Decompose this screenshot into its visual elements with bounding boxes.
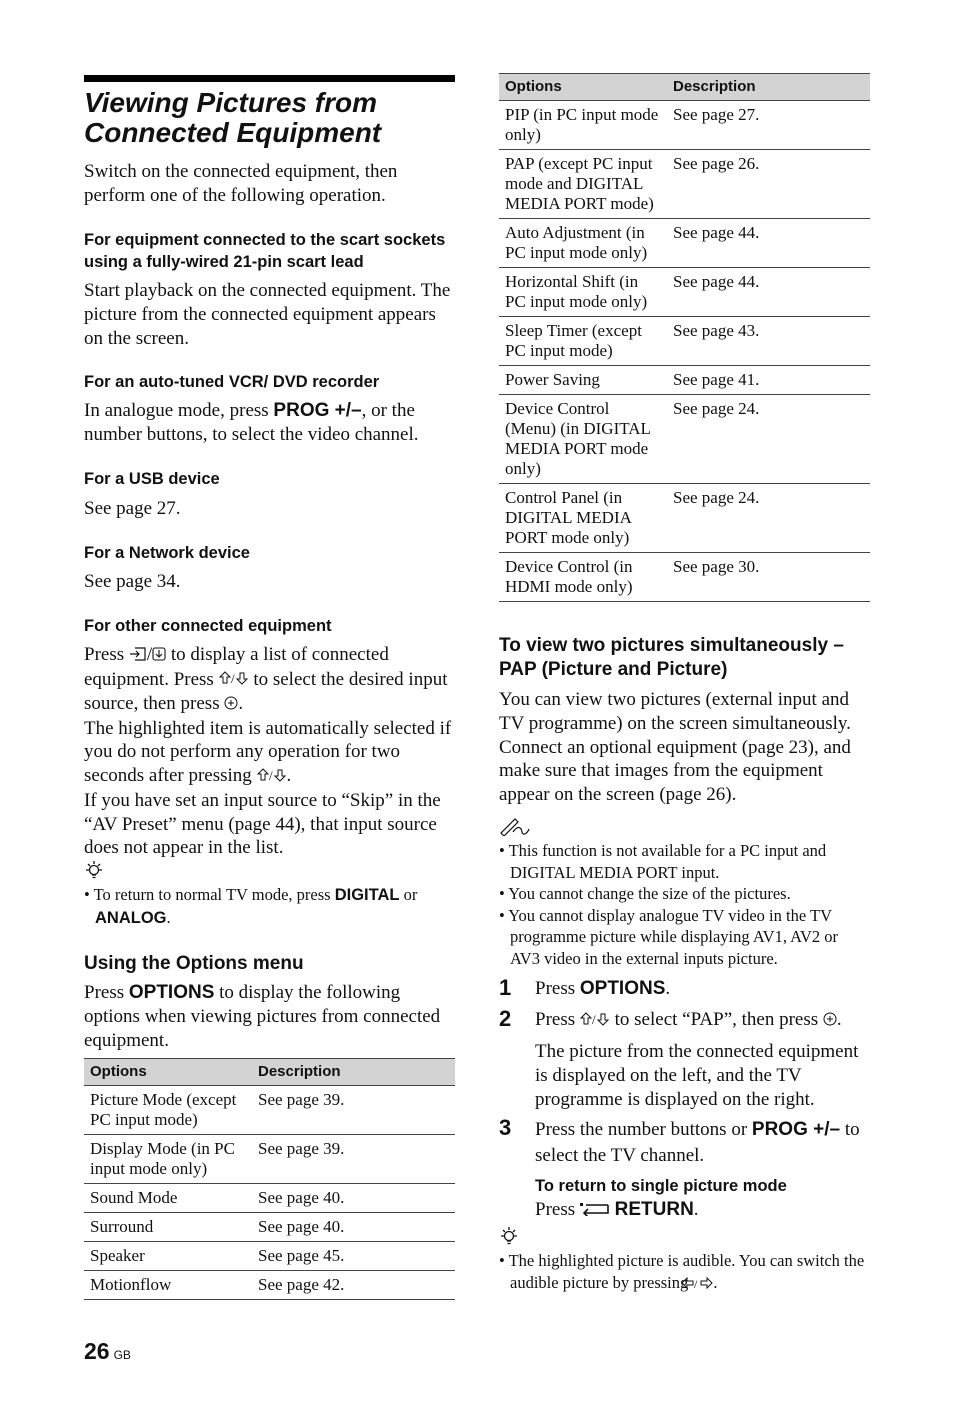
return-key: RETURN	[614, 1199, 694, 1220]
ok-button-icon	[823, 1009, 837, 1033]
prog-key: PROG +/–	[273, 400, 362, 421]
scart-text: Start playback on the connected equipment. The picture from the connected equipment appears on the screen.	[84, 280, 451, 349]
vcr-text: In analogue mode, press PROG +/–, or the number buttons, to select the video channel.	[84, 400, 419, 445]
table-row: Surround See page 40.	[84, 1213, 455, 1242]
pap-heading: To view two pictures simultaneously – PAP (Picture and Picture)	[499, 635, 844, 680]
table-row: Display Mode (in PC input mode only) See page 39.	[84, 1135, 455, 1184]
pap-text: You can view two pictures (external input and TV programme) on the screen simultaneously. Connect an optional equipment (page 23), and make sure that images from the equipment appear on the screen (page 26).	[499, 689, 851, 806]
svg-text:/: /	[694, 1277, 698, 1290]
up-down-arrows-icon	[257, 765, 287, 789]
usb-text: See page 27.	[84, 498, 181, 519]
step-2-text: Press / to select “PAP”, then press .	[535, 1008, 870, 1033]
network-heading: For a Network device	[84, 544, 250, 562]
pap-notes	[499, 840, 870, 970]
table-row: Motionflow See page 42.	[84, 1271, 455, 1300]
input-icon	[129, 644, 147, 668]
table-row: Horizontal Shift (in PC input mode only) See page 44.	[499, 268, 870, 317]
col-header-options: Options	[499, 74, 667, 101]
analog-key: ANALOG	[95, 908, 167, 927]
step-1-text: Press OPTIONS.	[535, 978, 671, 999]
options-key: OPTIONS	[579, 978, 666, 999]
svg-text:/: /	[268, 767, 273, 782]
step-number: 3	[499, 1115, 512, 1140]
list-item: • This function is not available for a PC input and DIGITAL MEDIA PORT input.	[499, 841, 827, 882]
options-key: OPTIONS	[128, 982, 215, 1003]
up-down-arrows-icon	[219, 668, 249, 692]
step-3-text: Press the number buttons or PROG +/– to select the TV channel.	[535, 1119, 860, 1166]
table-row: PIP (in PC input mode only) See page 27.	[499, 101, 870, 150]
svg-text:/: /	[230, 671, 235, 686]
col-header-description: Description	[252, 1059, 455, 1086]
other-text: Press / to display a list of connected equipment. Press / to select the desired input source, then press . The highlighted item is automatically selected if you do not perform any operation for two seconds after pressing / . If you have set an input source to “Skip” in the “AV Preset” menu (page 44), that input source does not appear in the list.	[84, 644, 452, 859]
tip-audible-picture: • The highlighted picture is audible. You can switch the audible picture by pressing / .	[499, 1250, 881, 1295]
table-row: Auto Adjustment (in PC input mode only) See page 44.	[499, 219, 870, 268]
svg-text:/: /	[591, 1011, 596, 1026]
col-header-description: Description	[667, 74, 870, 101]
step-2-detail: The picture from the connected equipment is displayed on the left, and the TV programme is displayed on the right.	[535, 1041, 859, 1110]
table-row: Sleep Timer (except PC input mode) See page 43.	[499, 317, 870, 366]
network-text: See page 34.	[84, 571, 181, 592]
options-menu-heading: Using the Options menu	[84, 953, 304, 974]
table-row: Picture Mode (except PC input mode) See page 39.	[84, 1086, 455, 1135]
table-row: Power Saving See page 41.	[499, 366, 870, 395]
options-menu-text: Press OPTIONS to display the following options when viewing pictures from connected equipment.	[84, 982, 441, 1051]
up-down-arrows-icon	[580, 1009, 610, 1033]
left-right-arrows-icon	[692, 1273, 713, 1295]
step-number: 1	[499, 975, 512, 1000]
usb-heading: For a USB device	[84, 470, 220, 488]
table-row: Device Control (in HDMI mode only) See page 30.	[499, 553, 870, 602]
tip-return-tv: • To return to normal TV mode, press DIGITAL or ANALOG.	[84, 885, 418, 927]
table-row: Control Panel (in DIGITAL MEDIA PORT mode only) See page 24.	[499, 484, 870, 553]
table-row: Sound Mode See page 40.	[84, 1184, 455, 1213]
table-row: PAP (except PC input mode and DIGITAL MEDIA PORT mode) See page 26.	[499, 150, 870, 219]
list-item: • You cannot display analogue TV video in the TV programme picture while displaying AV1, AV2 or AV3 video in the external inputs picture.	[499, 905, 838, 968]
scart-heading: For equipment connected to the scart sockets using a fully-wired 21-pin scart lead	[84, 231, 446, 271]
ok-button-icon	[224, 693, 238, 717]
single-mode-heading: To return to single picture mode	[535, 1177, 787, 1195]
table-row: Speaker See page 45.	[84, 1242, 455, 1271]
title-rule	[84, 75, 455, 82]
page-title: Viewing Pictures from Connected Equipment	[84, 87, 382, 148]
table-row: Device Control (Menu) (in DIGITAL MEDIA PORT mode only) See page 24.	[499, 395, 870, 484]
intro-text: Switch on the connected equipment, then perform one of the following operation.	[84, 161, 398, 206]
options-table-1	[84, 1058, 455, 1300]
tip-icon	[84, 860, 104, 887]
note-pencil-icon	[499, 816, 531, 841]
page-number: 26 GB	[84, 1338, 131, 1364]
single-mode-text: Press RETURN.	[535, 1198, 870, 1223]
prog-key: PROG +/–	[751, 1119, 841, 1140]
list-item: • You cannot change the size of the pictures.	[499, 884, 791, 904]
other-heading: For other connected equipment	[84, 617, 332, 635]
col-header-options: Options	[84, 1059, 252, 1086]
vcr-heading: For an auto-tuned VCR/ DVD recorder	[84, 373, 380, 391]
return-icon	[580, 1199, 610, 1223]
tip-icon	[499, 1226, 519, 1253]
input-select-icon	[152, 644, 166, 668]
step-number: 2	[499, 1006, 512, 1031]
options-table-2	[499, 73, 870, 602]
digital-key: DIGITAL	[334, 886, 400, 904]
